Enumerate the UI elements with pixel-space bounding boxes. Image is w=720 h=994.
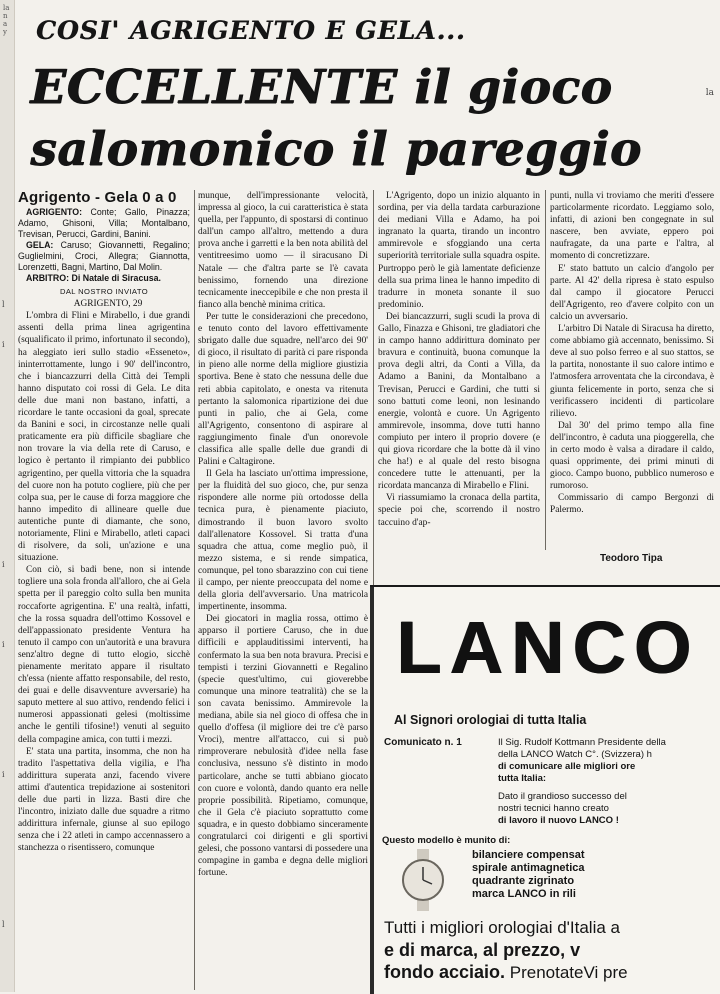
article-paragraph: Dei giocatori in maglia rossa, ottimo è apparso il portiere Caruso, che in due difficili e applauditissimi interventi, ha confermato la sua ben nota bravura. Precisi e tempisti i terzini Giovannetti e Regalino (specie quest'ultimo, cui gioverebbe comunque una minore teatralità) che se la son cavata benissimo. Ammirevole la mediana, abile sia nel gioco di offesa che in quello d'offesa (il migliore dei tre c'è parso Vroci), mentre all'attacco, cui si può rimproverare nebulosità d'idee nella fase conclusiva, nessuno s'è distinto in modo particolare, anche se tutti abbiano giocato con cuore e volontà, dando quanto era nelle proprie possibilità. Ripetiamo, comunque, che il Gela c'è piaciuto soprattutto come squadra, e in questo dobbiamo sinceramente congratularci coi dirigenti e gli sportivi gelesi, che possono vantarsi di possedere una compagine in gamba e degna delle migliori fortune. xyxy=(198,614,368,879)
article-paragraph: E' stata una partita, insomma, che non ha tradito l'aspettativa della vigilia, e l'ha addirittura superata anzi, facendo vivere attimi d'autentica trepidazione ai sostenitori delle due parti in lizza. Basti dire che l'incontro, iniziato dalle due squadre a ritmo addirittura infernale, giunse al suo epilogo senza che i 22 atleti in campo accennassero a stanchezza o risentissero, comunque xyxy=(18,746,190,854)
advert-communique-label: Comunicato n. 1 xyxy=(384,737,462,748)
margin-mark: l xyxy=(2,300,5,309)
margin-mark: i xyxy=(2,340,5,349)
advert-brand: LANCO xyxy=(396,606,700,689)
author-signature: Teodoro Tipa xyxy=(600,553,663,564)
article-column-4 xyxy=(550,190,714,552)
article-paragraph: Dal 30' del primo tempo alla fine dell'incontro, è caduta una pioggerella, che in certo modo è valsa a diradare il caldo, quasi opprimente, dei primi minuti di gioco. Campo buono, pubblico numeroso e rumoroso. xyxy=(550,420,714,492)
margin-mark: i xyxy=(2,640,5,649)
advert-edge xyxy=(370,587,374,994)
advert-slogan-line xyxy=(384,961,720,984)
column-rule xyxy=(545,190,546,550)
article-paragraph: Commissario di campo Bergonzi di Palermo. xyxy=(550,493,714,516)
advert-line: della LANCO Watch C°. (Svizzera) h xyxy=(498,749,652,760)
article-paragraph: Dei biancazzurri, sugli scudi la prova di Gallo, Finazza e Ghisoni, tre gladiatori che in campo hanno addirittura dominato per bravura e continuità, buona comunque la prova degli altri, da Conti a Villa, da Adamo a Banini, da Montalbano a Trevisan, Perucci e Gardini, che tutti si sono battuti come leoni, non lesinando energie, volontà e cuore. Un Agrigento ammirevole, insomma, dove tutti hanno compiuto per intero il proprio dovere (e qui giova ricordare che la botte dà il vino che ha!) e al quale del resto bisogna concedere tutte le attenuanti, per la ricordata mancanza di Mirabello e Flini. xyxy=(378,311,540,492)
column-rule xyxy=(373,190,374,585)
advert-slogan xyxy=(384,917,720,984)
article-kicker: COSI' AGRIGENTO E GELA... xyxy=(36,16,466,45)
article-paragraph: L'ombra di Flini e Mirabello, i due grandi assenti della prima linea agrigentina (squalificato il primo, infortunato il secondo), ha aleggiato ieri sullo stadio «Esseneto», ininterrottamente, lungo i 90' dell'incontro, che i biancazzurri della Città dei Templi hanno disputato coi rossi di Gela. Le dita delle due mani non bastano, infatti, a ricordare le tante occasioni da goal, sprecate da Banini e soci, in circostanze nelle quali praticamente era più difficile sbagliare che non trovare la via della rete di Caruso, e logico è pertanto il rimpianto dei pubblico agrigentino, per quella vittoria che la squadra del cuore non ha potuto cogliere, più che per colpa sua, per le cause di forza maggiore che hanno impedito di allineare quelle due autentiche punte di diamante, che sono, notoriamente, Flini e Mirabello, atleti capaci di risolvere, da soli, un'azione e una situazione. xyxy=(18,311,190,564)
article-paragraph: Il Gela ha lasciato un'ottima impressione, per la fluidità del suo gioco, che, pur senza rispondere alle norme più ortodosse della tecnica pura, è pienamente piaciuto, dimostrando il buon lavoro svolto dall'allenatore Kossovel. Si tratta d'una squadra che attua, come meglio può, il mezzo sistema, e si rende simpatica, comunque, pel tono sbarazzino con cui tiene il campo, per niente preoccupata del nome e della gloria dell'avversario. Una matricola impertinente, insomma. xyxy=(198,469,368,613)
column-rule xyxy=(194,190,195,990)
margin-letters: la n a y xyxy=(3,4,10,36)
advert-features xyxy=(472,849,720,901)
article-paragraph: E' stato battuto un calcio d'angolo per parte. Al 42' della ripresa è stato espulso dal campo il giocatore Perucci dell'Agrigento, reo d'avere colpito con un calcio un avversario. xyxy=(550,263,714,322)
article-paragraph: L'arbitro Di Natale di Siracusa ha diretto, come abbiamo già accennato, benissimo. Si deve al suo polso ferreo e al suo stattos, se la partita, nonostante il suo calore intimo e l'atmosfera arroventata che la circondava, è giunta felicemente in porto, senza che si verificassero incidenti di particolare rilievo. xyxy=(550,324,714,419)
advert-feature: quadrante zigrinato xyxy=(472,875,575,887)
advert-line: di comunicare alle migliori ore xyxy=(498,761,636,772)
lineup-arbitro xyxy=(18,273,190,284)
article-paragraph: munque, dell'impressionante velocità, impressa al gioco, la cui caratteristica è stata quella, per l'appunto, di spostarsi di continuo dall'un campo all'altro, mettendo a dura prova anche i garretti e la ben nota abilità del ventitreesimo uomo — il siracusano Di Natale — che d'altra parte se l'è cavata benissimo, fornendo una direzione tecnicamente ineccepibile e che non presta il fianco alla benchè minima critica. xyxy=(198,191,368,310)
advert-slogan-line: Tutti i migliori orologiai d'Italia a xyxy=(384,918,620,937)
headline-line-2: salomonico il pareggio xyxy=(30,122,642,177)
lineup-agrigento xyxy=(18,207,190,240)
advert-feature: marca LANCO in rili xyxy=(472,888,576,900)
article-paragraph: Con ciò, si badi bene, non si intende togliere una sola fronda all'alloro, che ai Gela spetta per il pareggio colto sulla ben munita roccaforte agrigentina. E' una realtà, infatti, che la rossa squadra dell'ottimo Kossovel e dell'appassionato presidente Ventura ha tenuto il campo con un'autorità e una bravura senz'altro degne di tutto elogio, sicchè pienamente meritato appare il risultato ch'essa (niente affatto responsabile, del resto, dei guai e delle disavventure avversarie) ha saputo mettere al suo attivo, rendendo felici i numerosi appassionati gelesi (moltissime anche le gentili tifosine!) venuti al seguito della compagine amica, con tutti i mezzi. xyxy=(18,565,190,745)
lanco-advert xyxy=(370,585,720,994)
article-column-2 xyxy=(198,190,368,990)
advert-slogan-line: e di marca, al prezzo, v xyxy=(384,940,581,960)
article-paragraph: punti, nulla vi troviamo che meriti d'essere particolarmente ricordato. Leggiamo solo, infatti, di azioni ben congegnate in sul nascere, ben avviate, eppero poi naufragate, da una parte e l'altra, al momento di concretizzare. xyxy=(550,191,714,262)
dateline: AGRIGENTO, 29 xyxy=(73,299,143,310)
article-column-3 xyxy=(378,190,540,565)
advert-line: Dato il grandioso successo del xyxy=(498,791,627,802)
corner-mark: la xyxy=(705,88,714,98)
advert-model-label: Questo modello è munito di: xyxy=(382,835,511,846)
advert-slogan-rest: PrenotateVi pre xyxy=(509,963,628,982)
margin-mark: l xyxy=(2,920,5,929)
article-paragraph: L'Agrigento, dopo un inizio alquanto in sordina, per via della tardata carburazione dei mediani Villa e Adamo, ha poi ingranato la quarta, tirando un incontro ammirevole e sfoggiando una certa superiorità territoriale sulla squadra ospite. Purtroppo però le già lamentate deficienze della sua prima linea le hanno impedito di tradurre in moneta sonante il suo predominio. xyxy=(378,191,540,310)
advert-intro xyxy=(498,737,718,827)
article-paragraph: Vi riassumiamo la cronaca della partita, specie poi che, scorrendo il nostro taccuino d'ap- xyxy=(378,493,540,528)
advert-feature: bilanciere compensat xyxy=(472,849,585,861)
score-heading: Agrigento - Gela 0 a 0 xyxy=(18,190,177,206)
advert-line: tutta Italia: xyxy=(498,773,547,784)
margin-mark: i xyxy=(2,770,5,779)
article-paragraph: Per tutte le considerazioni che precedono, e tenuto conto del lavoro effettivamente sbrigato dalle due squadre, nell'arco dei 90' di gioco, il risultato di parità ci pare risponda in pieno alle norme della migliore giustizia sportiva. Bene è stato che nessuna delle due reti abbia capitolato, e onesta va ritenuta pertanto la salomonica ripartizione dei due punti in palio, che ai Gela, come all'Agrigento, consentono di aspirare al raggiungimento finale d'un onorevole classifica alle spalle delle due grandi di Palini e Caltagirone. xyxy=(198,311,368,468)
advert-line: nostri tecnici hanno creato xyxy=(498,803,609,814)
margin-mark: i xyxy=(2,560,5,569)
advert-feature: spirale antimagnetica xyxy=(472,862,585,874)
advert-line: di lavoro il nuovo LANCO ! xyxy=(498,815,619,826)
watch-icon xyxy=(384,849,462,911)
lineup-text: Di Natale di Siracusa. xyxy=(71,273,161,284)
lineup-gela xyxy=(18,240,190,273)
page-margin-strip xyxy=(0,0,15,992)
byline: DAL NOSTRO INVIATO xyxy=(59,287,149,297)
advert-line: Il Sig. Rudolf Kottmann Presidente della xyxy=(498,737,666,748)
lineup-label: ARBITRO: xyxy=(26,273,70,284)
article-column-1 xyxy=(18,190,190,990)
headline-line-1: ECCELLENTE il gioco xyxy=(30,60,613,115)
lineup-text: Caruso; Giovannetti, Regalino; Guglielmini, Croci, Allegra; Giannotta, Lorenzetti, Bagni, Martino, Dal Molin. xyxy=(18,240,190,273)
advert-slogan-bold: fondo acciaio. xyxy=(384,962,506,982)
lineup-text: Conte; Gallo, Pinazza; Adamo, Ghisoni, Villa; Montalbano, Trevisan, Perucci, Gardini, Banini. xyxy=(18,207,190,240)
lineup-label: AGRIGENTO: xyxy=(26,207,83,218)
lineup-label: GELA: xyxy=(26,240,54,251)
advert-header: Al Signori orologiai di tutta Italia xyxy=(394,713,587,727)
